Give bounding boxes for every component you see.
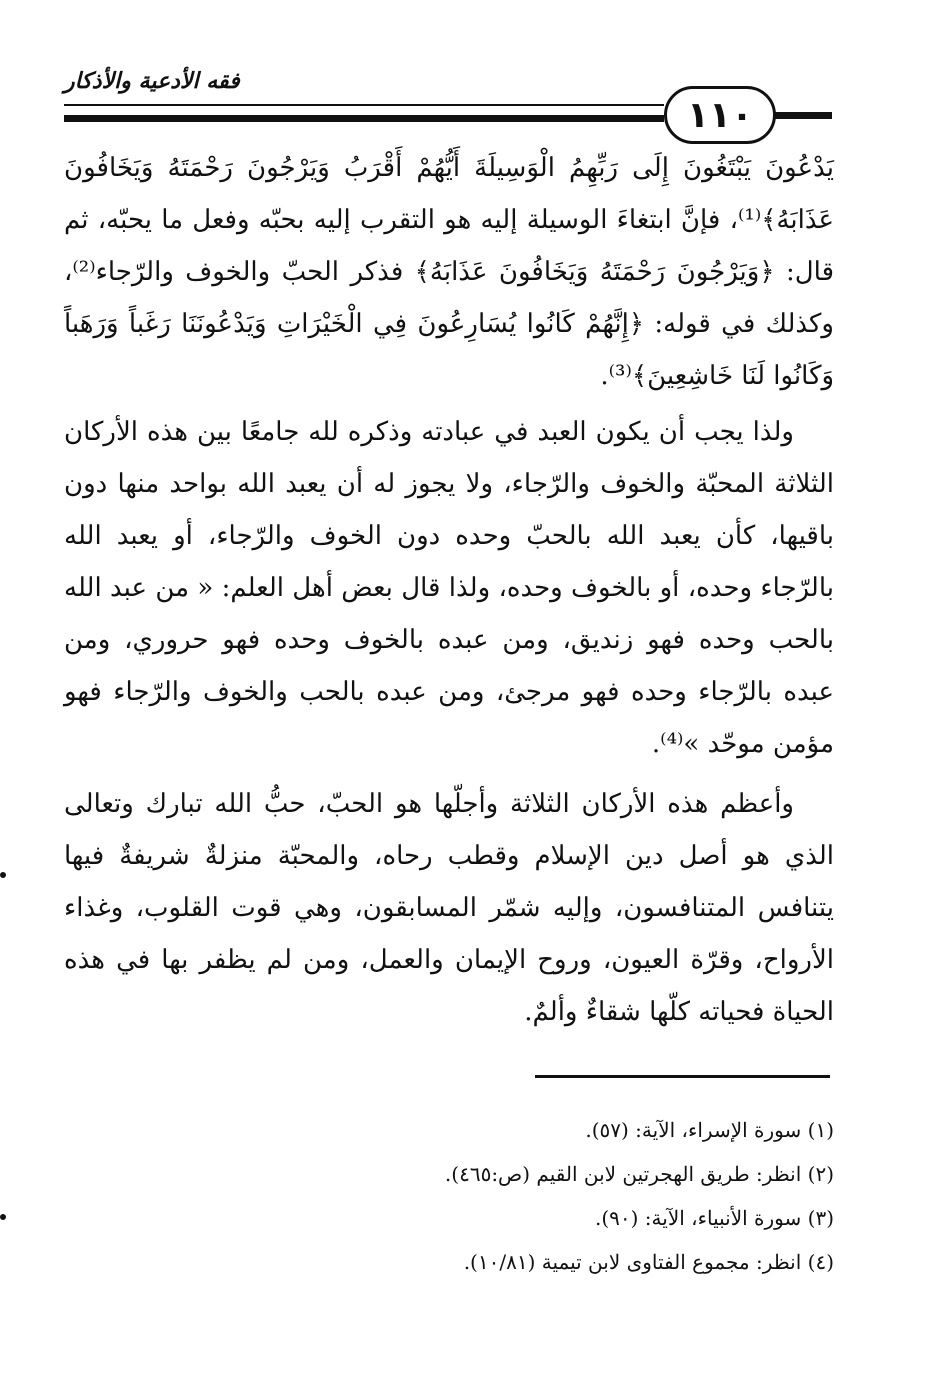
scan-mark-dot	[0, 1214, 6, 1220]
header-rule-thick	[64, 115, 664, 122]
footnote-1: (١) سورة الإسراء، الآية: (٥٧).	[585, 1118, 834, 1142]
footnote-2: (٢) انظر: طريق الهجرتين لابن القيم (ص:٤٦٥).	[444, 1162, 834, 1186]
paragraph-2: ولذا يجب أن يكون العبد في عبادته وذكره لله جامعًا بين هذه الأركان الثلاثة المحبّة والخوف والرّجاء، ولا يجوز له أن يعبد الله بواحد منها دون باقيها، كأن يعبد الله بالحبّ وحده دون الخوف والرّجاء، أو يعبد الله بالرّجاء وحده، أو بالخوف وحده، ولذا قال بعض أهل العلم: « من عبد الله بالحب وحده فهو زنديق، ومن عبده بالخوف وحده فهو حروري، ومن عبده بالرّجاء وحده فهو مرجئ، ومن عبده بالحب والخوف والرّجاء فهو مؤمن موحّد »⁽⁴⁾.	[64, 417, 834, 759]
running-header-title: فقه الأدعية والأذكار	[64, 68, 240, 94]
footnote-3: (٣) سورة الأنبياء، الآية: (٩٠).	[594, 1206, 834, 1230]
header-rule-right	[770, 112, 832, 119]
header-rule-thin	[64, 104, 664, 106]
paragraph-3: وأعظم هذه الأركان الثلاثة وأجلّها هو الحبّ، حبُّ الله تبارك وتعالى الذي هو أصل دين الإسلام وقطب رحاه، والمحبّة منزلةٌ شريفةٌ فيها يتنافس المتنافسون، وإليه شمّر المسابقون، وهي قوت القلوب، وغذاء الأرواح، وقرّة العيون، وروح الإيمان والعمل، ومن لم يظفر بها في هذه الحياة فحياته كلّها شقاءٌ وألمٌ.	[64, 789, 834, 1027]
body-text	[64, 142, 834, 1038]
footnote-4: (٤) انظر: مجموع الفتاوى لابن تيمية (١٠/٨١).	[463, 1250, 834, 1274]
scan-mark-dot	[0, 872, 6, 878]
footnotes	[64, 1108, 834, 1284]
footnote-separator	[535, 1075, 830, 1078]
paragraph-1: يَدْعُونَ يَبْتَغُونَ إِلَى رَبِّهِمُ الْوَسِيلَةَ أَيُّهُمْ أَقْرَبُ وَيَرْجُونَ رَحْمَتَهُ وَيَخَافُونَ عَذَابَهُ﴾⁽¹⁾، فإنَّ ابتغاءَ الوسيلة إليه هو التقرب إليه بحبّه وفعل ما يحبّه، ثم قال: ﴿وَيَرْجُونَ رَحْمَتَهُ وَيَخَافُونَ عَذَابَهُ﴾ فذكر الحبّ والخوف والرّجاء⁽²⁾، وكذلك في قوله: ﴿إِنَّهُمْ كَانُوا يُسَارِعُونَ فِي الْخَيْرَاتِ وَيَدْعُونَنَا رَغَباً وَرَهَباً وَكَانُوا لَنَا خَاشِعِينَ﴾⁽³⁾.	[64, 153, 834, 391]
page-number-badge: ١١٠	[664, 86, 776, 144]
